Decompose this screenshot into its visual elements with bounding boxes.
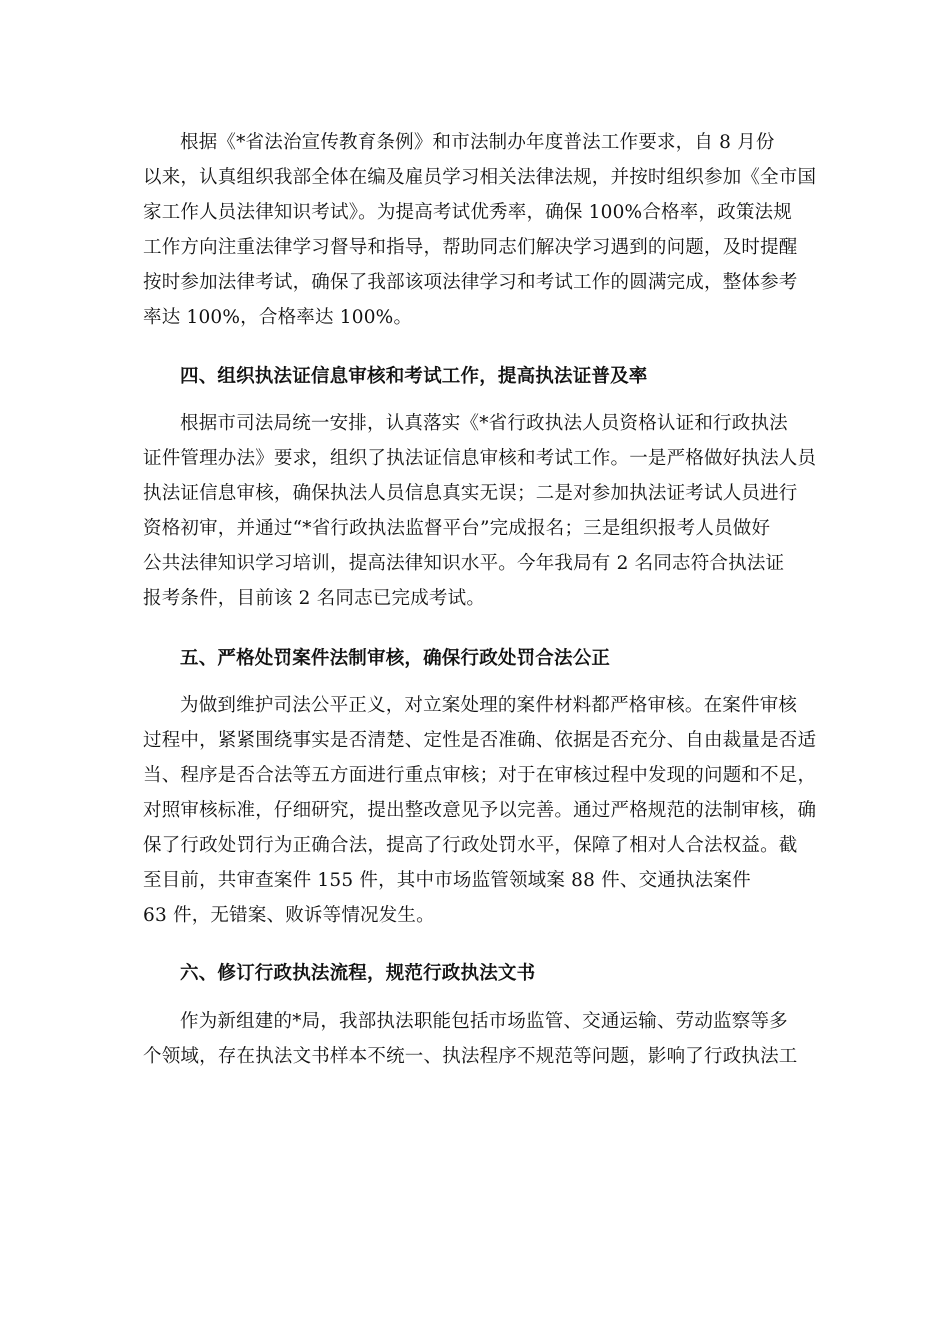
paragraph-line: 证件管理办法》要求，组织了执法证信息审核和考试工作。一是严格做好执法人员 (143, 448, 817, 469)
paragraph-line: 63 件，无错案、败诉等情况发生。 (143, 905, 435, 926)
paragraph-line: 公共法律知识学习培训，提高法律知识水平。今年我局有 2 名同志符合执法证 (143, 553, 785, 574)
paragraph-line: 家工作人员法律知识考试》。为提高考试优秀率，确保 100%合格率，政策法规 (143, 202, 792, 223)
section-heading: 四、组织执法证信息审核和考试工作，提高执法证普及率 (180, 366, 648, 387)
paragraph-line: 作为新组建的*局，我部执法职能包括市场监管、交通运输、劳动监察等多 (180, 1011, 788, 1032)
section-heading: 六、修订行政执法流程，规范行政执法文书 (180, 963, 536, 984)
paragraph-line: 为做到维护司法公平正义，对立案处理的案件材料都严格审核。在案件审核 (180, 695, 798, 716)
section-heading: 五、严格处罚案件法制审核，确保行政处罚合法公正 (180, 648, 611, 669)
paragraph-line: 保了行政处罚行为正确合法，提高了行政处罚水平，保障了相对人合法权益。截 (143, 835, 798, 856)
paragraph-line: 根据市司法局统一安排，认真落实《*省行政执法人员资格认证和行政执法 (180, 413, 788, 434)
paragraph-line: 至目前，共审查案件 155 件，其中市场监管领域案 88 件、交通执法案件 (143, 870, 751, 891)
paragraph-line: 个领域，存在执法文书样本不统一、执法程序不规范等问题，影响了行政执法工 (143, 1046, 798, 1067)
paragraph-line: 根据《*省法治宣传教育条例》和市法制办年度普法工作要求，自 8 月份 (180, 132, 775, 153)
paragraph-line: 率达 100%，合格率达 100%。 (143, 307, 413, 328)
paragraph-line: 当、程序是否合法等五方面进行重点审核；对于在审核过程中发现的问题和不足， (143, 765, 817, 786)
paragraph-line: 工作方向注重法律学习督导和指导，帮助同志们解决学习遇到的问题，及时提醒 (143, 237, 798, 258)
paragraph-line: 执法证信息审核，确保执法人员信息真实无误；二是对参加执法证考试人员进行 (143, 483, 798, 504)
paragraph-line: 资格初审，并通过“*省行政执法监督平台”完成报名；三是组织报考人员做好 (143, 518, 771, 539)
paragraph-line: 对照审核标准，仔细研究，提出整改意见予以完善。通过严格规范的法制审核，确 (143, 800, 817, 821)
paragraph-line: 以来，认真组织我部全体在编及雇员学习相关法律法规，并按时组织参加《全市国 (143, 167, 817, 188)
paragraph-line: 按时参加法律考试，确保了我部该项法律学习和考试工作的圆满完成，整体参考 (143, 272, 798, 293)
paragraph-line: 报考条件，目前该 2 名同志已完成考试。 (143, 588, 486, 609)
paragraph-line: 过程中，紧紧围绕事实是否清楚、定性是否准确、依据是否充分、自由裁量是否适 (143, 730, 817, 751)
